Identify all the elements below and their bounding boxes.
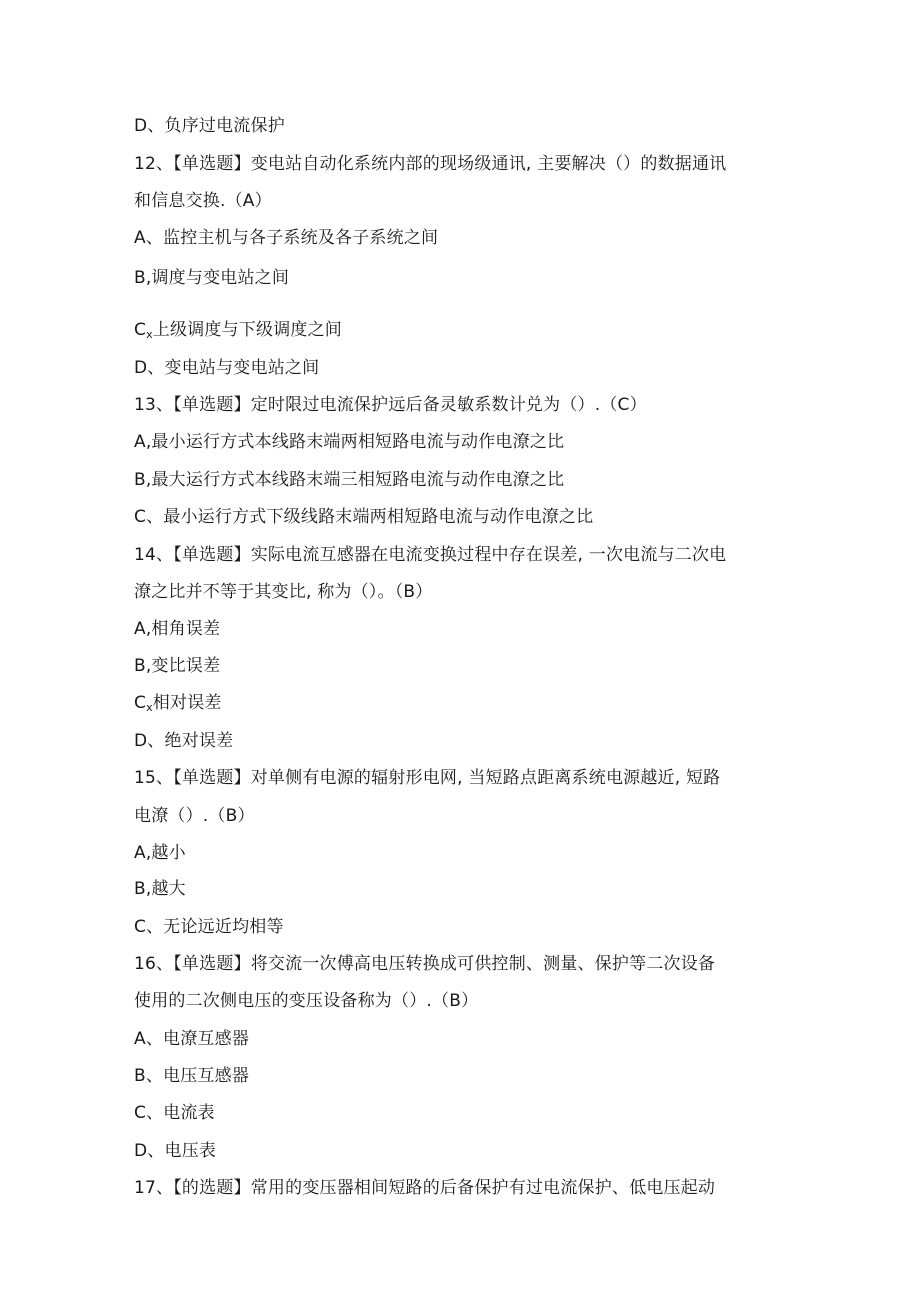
option-text: 相对误差 [152,693,222,713]
option-line: A,相角误差 [134,619,221,639]
option-line: D、电压表 [134,1141,217,1161]
option-line: B,越大 [134,879,186,899]
option-prefix-subscript: x [146,701,153,714]
question-12-line-1: 12、【单选题】变电站自动化系统内部的现场级通讯, 主要解决（）的数据通讯 [134,154,727,174]
question-15-line-1: 15、【单选题】对单侧有电源的辐射形电网, 当短路点距离系统电源越近, 短路 [134,768,721,788]
option-line: D、绝对误差 [134,731,234,751]
option-line: B,变比误差 [134,656,221,676]
option-line: A,越小 [134,843,186,863]
option-line: B、电压互感器 [134,1066,250,1086]
option-text: 上级调度与下级调度之间 [152,320,342,340]
option-line: C、最小运行方式下级线路末端两相短路电流与动作电潦之比 [134,507,594,527]
option-line-cx [134,692,222,719]
option-line: A、监控主机与各子系统及各子系统之间 [134,228,439,248]
option-prefix-subscript: x [146,328,153,341]
question-13-line-1: 13、【单选题】定时限过电流保护远后备灵敏系数计兑为（）.（C） [134,395,647,415]
option-line: B,调度与变电站之间 [134,268,290,288]
option-line: B,最大运行方式本线路末端三相短路电流与动作电潦之比 [134,470,565,490]
option-line: A,最小运行方式本线路末端两相短路电流与动作电潦之比 [134,432,565,452]
option-line: D、负序过电流保护 [134,116,285,136]
question-17-line-1: 17、【的选题】常用的变压器相间短路的后备保护有过电流保护、低电压起动 [134,1178,716,1198]
option-line: C、无论远近均相等 [134,917,284,937]
question-15-line-2: 电潦（）.（B） [134,806,255,826]
question-14-line-1: 14、【单选题】实际电流互感器在电流变换过程中存在误差, 一次电流与二次电 [134,545,727,565]
option-line-cx [134,319,342,346]
question-16-line-1: 16、【单选题】将交流一次傅高电压转换成可供控制、测量、保护等二次设备 [134,954,716,974]
question-12-line-2: 和信息交换.（A） [134,191,272,211]
option-line: A、电潦互感器 [134,1029,250,1049]
option-prefix-letter: C [134,320,147,340]
question-16-line-2: 使用的二次侧电压的变压设备称为（）.（B） [134,991,479,1011]
option-line: C、电流表 [134,1103,215,1123]
option-line: D、变电站与变电站之间 [134,358,320,378]
option-prefix-letter: C [134,693,147,713]
question-14-line-2: 潦之比并不等于其变比, 称为（）。（B） [134,582,433,602]
